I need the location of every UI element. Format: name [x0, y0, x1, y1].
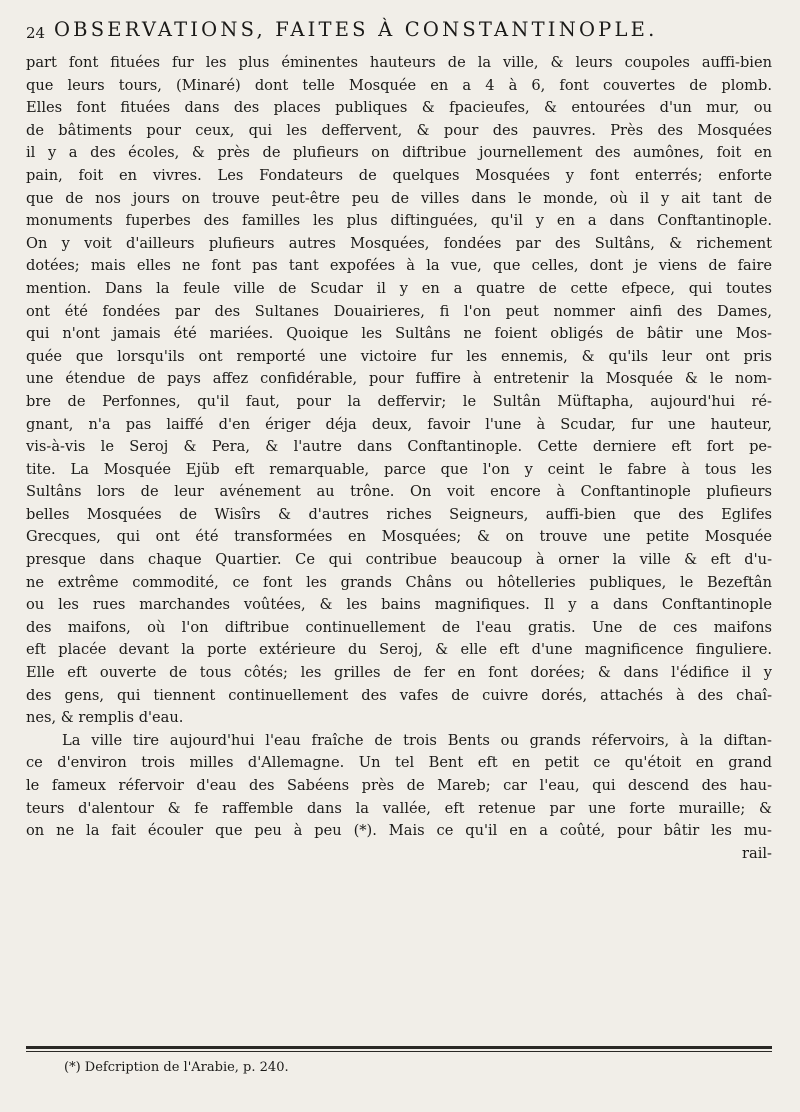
separator-thick-rule: [26, 1046, 772, 1049]
text-line: une étendue de pays affez confidérable, pour fuffire à entretenir la Mosquée & le nom-: [26, 370, 772, 388]
text-line: part font fituées fur les plus éminentes hauteurs de la ville, & leurs coupoles auffi-bien: [26, 54, 772, 71]
text-line: Sultâns lors de leur avénement au trône. On voit encore à Conftantinople plufieurs: [26, 483, 772, 501]
text-line: ont été fondées par des Sultanes Douairieres, fi l'on peut nommer ainfi des Dames,: [26, 302, 772, 320]
footnote: (*) Defcription de l'Arabie, p. 240.: [64, 1060, 289, 1075]
separator-thin-rule: [26, 1051, 772, 1052]
page-header: [26, 18, 776, 44]
text-line: on ne la fait écouler que peu à peu (*). Mais ce qu'il en a coûté, pour bâtir les mu-: [26, 822, 772, 840]
text-line: pain, foit en vivres. Les Fondateurs de quelques Mosquées y font enterrés; enforte: [26, 166, 772, 184]
text-line: des maifons, où l'on diftribue continuellement de l'eau gratis. Une de ces maifons: [26, 618, 772, 636]
text-line: dotées; mais elles ne font pas tant expofées à la vue, que celles, dont je viens de faire: [26, 257, 772, 275]
footnote-separator: [26, 1046, 772, 1052]
text-line: Elle eft ouverte de tous côtés; les grilles de fer en font dorées; & dans l'édifice il y: [26, 664, 772, 682]
body-text: [26, 52, 772, 865]
text-line: que leurs tours, (Minaré) dont telle Mosquée en a 4 à 6, font couvertes de plomb.: [26, 76, 772, 94]
text-line: gnant, n'a pas laiffé d'en ériger déja deux, favoir l'une à Scudar, fur une hauteur,: [26, 415, 772, 433]
text-line: qui n'ont jamais été mariées. Quoique les Sultâns ne foient obligés de bâtir une Mos-: [26, 325, 772, 343]
page-number: 24: [26, 24, 46, 42]
text-line: Elles font fituées dans des places publiques & fpacieufes, & entourées d'un mur, ou: [26, 99, 772, 117]
text-line: ou les rues marchandes voûtées, & les bains magnifiques. Il y a dans Conftantinople: [26, 596, 772, 614]
text-line: mention. Dans la feule ville de Scudar il y en a quatre de cette efpece, qui toutes: [26, 279, 772, 297]
text-line: Grecques, qui ont été transformées en Mosquées; & on trouve une petite Mosquée: [26, 528, 772, 546]
text-line: de bâtiments pour ceux, qui les deffervent, & pour des pauvres. Près des Mosquées: [26, 121, 772, 139]
text-line: des gens, qui tiennent continuellement des vafes de cuivre dorés, attachés à des chaî-: [26, 686, 772, 704]
text-line: ne extrême commodité, ce font les grands Châns ou hôtelleries publiques, le Bezeftân: [26, 573, 772, 591]
text-line: il y a des écoles, & près de plufieurs on diftribue journellement des aumônes, foit en: [26, 144, 772, 162]
text-line: quée que lorsqu'ils ont remporté une victoire fur les ennemis, & qu'ils leur ont pris: [26, 347, 772, 365]
text-line: eft placée devant la porte extérieure du Seroj, & elle eft d'une magnificence finguliere.: [26, 641, 772, 659]
text-line-paragraph-end: nes, & remplis d'eau.: [26, 709, 184, 727]
text-line: belles Mosquées de Wisîrs & d'autres riches Seigneurs, auffi-bien que des Eglifes: [26, 505, 772, 523]
text-line-paragraph-start: La ville tire aujourd'hui l'eau fraîche de trois Bents ou grands réfervoirs, à la diftan-: [62, 731, 772, 749]
text-line: presque dans chaque Quartier. Ce qui contribue beaucoup à orner la ville & eft d'u-: [26, 551, 772, 569]
running-title: OBSERVATIONS, FAITES À CONSTANTINOPLE.: [54, 18, 658, 41]
text-line: On y voit d'ailleurs plufieurs autres Mosquées, fondées par des Sultâns, & richement: [26, 234, 772, 252]
text-line: que de nos jours on trouve peut-être peu de villes dans le monde, où il y ait tant de: [26, 189, 772, 207]
catchword: rail-: [742, 844, 772, 862]
text-line: bre de Perfonnes, qu'il faut, pour la deffervir; le Sultân Müftapha, aujourd'hui ré-: [26, 392, 772, 410]
text-line: vis-à-vis le Seroj & Pera, & l'autre dans Conftantinople. Cette derniere eft fort pe-: [26, 438, 772, 456]
text-line: le fameux réfervoir d'eau des Sabéens près de Mareb; car l'eau, qui descend des hau-: [26, 777, 772, 794]
text-line: tite. La Mosquée Ejüb eft remarquable, parce que l'on y ceint le fabre à tous les: [26, 460, 772, 478]
text-line: monuments fuperbes des familles les plus diftinguées, qu'il y en a dans Conftantinople.: [26, 212, 772, 230]
text-line: teurs d'alentour & fe raffemble dans la vallée, eft retenue par une forte muraille; &: [26, 799, 772, 817]
text-line: ce d'environ trois milles d'Allemagne. Un tel Bent eft en petit ce qu'étoit en grand: [26, 754, 772, 772]
